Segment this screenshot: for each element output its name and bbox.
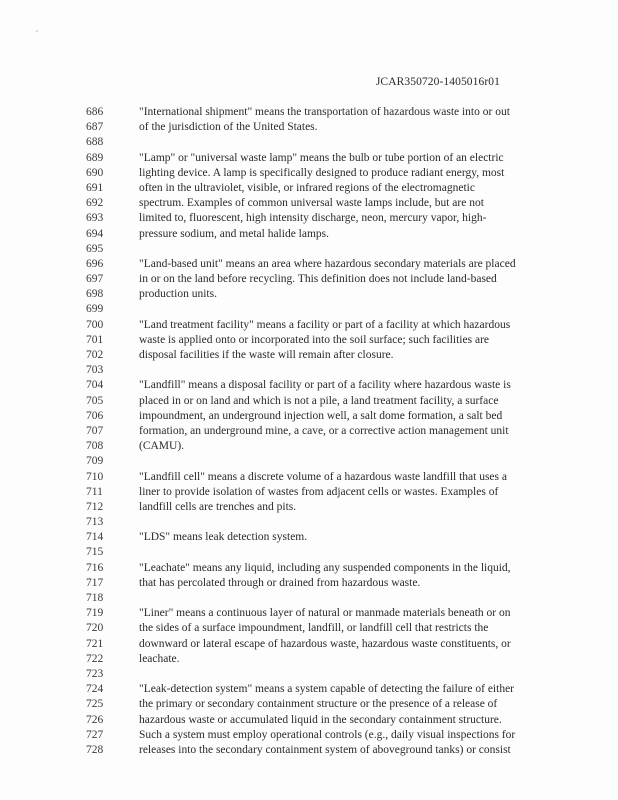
line-number: 710 (86, 470, 104, 483)
line-number: 688 (86, 136, 104, 149)
line-number: 720 (86, 622, 104, 635)
line-number: 728 (86, 743, 104, 756)
document-line (0, 196, 618, 211)
document-line (0, 621, 618, 636)
line-number: 707 (86, 424, 104, 437)
line-number: 687 (86, 121, 104, 134)
document-line (0, 378, 618, 393)
line-number: 697 (86, 273, 104, 286)
line-text: placed in or on land and which is not a pile, a land treatment facility, a surface (139, 394, 499, 407)
document-line (0, 166, 618, 181)
line-text: limited to, fluorescent, high intensity discharge, neon, mercury vapor, high- (139, 212, 487, 225)
line-number: 713 (86, 516, 104, 529)
document-line (0, 743, 618, 758)
line-text: landfill cells are trenches and pits. (139, 500, 297, 513)
document-id: JCAR350720-1405016r01 (375, 76, 500, 88)
line-number: 700 (86, 318, 104, 331)
line-number: 703 (86, 364, 104, 377)
document-line (0, 500, 618, 515)
document-line (0, 409, 618, 424)
scan-artifact (36, 30, 38, 32)
document-line (0, 454, 618, 469)
line-text: "International shipment" means the transportation of hazardous waste into or out (139, 106, 510, 118)
line-text: spectrum. Examples of common universal waste lamps include, but are not (139, 197, 484, 210)
line-number: 714 (86, 531, 104, 544)
document-line (0, 713, 618, 728)
line-text: releases into the secondary containment system of aboveground tanks) or consist (139, 743, 511, 756)
line-number: 715 (86, 546, 104, 559)
line-text: hazardous waste or accumulated liquid in the secondary containment structure. (139, 713, 502, 726)
line-number: 722 (86, 652, 104, 665)
document-line (0, 318, 618, 333)
line-text: Such a system must employ operational controls (e.g., daily visual inspections for (139, 728, 516, 741)
document-line (0, 363, 618, 378)
line-number: 694 (86, 227, 104, 240)
document-line (0, 576, 618, 591)
document-line (0, 272, 618, 287)
document-line (0, 667, 618, 682)
line-number: 706 (86, 409, 104, 422)
line-text: in or on the land before recycling. This definition does not include land-based (139, 273, 497, 286)
document-line (0, 105, 618, 120)
line-text: of the jurisdiction of the United States. (139, 121, 318, 134)
line-number: 711 (86, 485, 103, 498)
line-number: 691 (86, 181, 104, 194)
line-text: "Leachate" means any liquid, including any suspended components in the liquid, (139, 561, 511, 574)
document-line (0, 302, 618, 317)
document-line (0, 637, 618, 652)
line-number: 726 (86, 713, 104, 726)
line-number: 701 (86, 333, 104, 346)
line-text: waste is applied onto or incorporated into the soil surface; such facilities are (139, 333, 489, 346)
line-text: liner to provide isolation of wastes from adjacent cells or wastes. Examples of (139, 485, 499, 498)
line-text: "LDS" means leak detection system. (139, 531, 308, 544)
document-line (0, 439, 618, 454)
document-line (0, 348, 618, 363)
document-line (0, 211, 618, 226)
line-number: 695 (86, 242, 104, 255)
line-number: 698 (86, 288, 104, 301)
line-text: "Landfill cell" means a discrete volume of a hazardous waste landfill that uses a (139, 470, 507, 483)
document-line (0, 135, 618, 150)
line-number: 718 (86, 592, 104, 604)
document-line (0, 181, 618, 196)
document-line (0, 333, 618, 348)
line-text: impoundment, an underground injection well, a salt dome formation, a salt bed (139, 409, 503, 422)
line-number: 721 (86, 637, 104, 650)
line-number: 708 (86, 440, 104, 453)
document-line (0, 424, 618, 439)
line-text: (CAMU). (139, 440, 185, 453)
line-number: 723 (86, 667, 104, 680)
line-number: 709 (86, 455, 104, 468)
line-number: 696 (86, 257, 104, 270)
document-line (0, 257, 618, 272)
document-line (0, 227, 618, 242)
document-line (0, 120, 618, 135)
line-number: 692 (86, 197, 104, 210)
line-text: "Landfill" means a disposal facility or part of a facility where hazardous waste is (139, 379, 511, 392)
document-line (0, 606, 618, 621)
line-number: 702 (86, 349, 104, 361)
line-number: 693 (86, 212, 104, 225)
document-line (0, 682, 618, 697)
line-number: 719 (86, 607, 104, 620)
document-line (0, 485, 618, 500)
document-line (0, 470, 618, 485)
line-number: 705 (86, 394, 104, 407)
line-text: pressure sodium, and metal halide lamps. (139, 227, 330, 240)
line-text: the sides of a surface impoundment, landfill, or landfill cell that restricts the (139, 622, 489, 635)
document-line (0, 242, 618, 257)
line-number: 725 (86, 698, 104, 711)
document-line (0, 151, 618, 166)
document-line (0, 530, 618, 545)
document-line (0, 697, 618, 712)
line-number: 686 (86, 106, 104, 118)
line-number: 699 (86, 303, 104, 316)
line-text: the primary or secondary containment structure or the presence of a release of (139, 698, 498, 711)
line-number: 712 (86, 500, 104, 513)
line-number: 717 (86, 576, 104, 589)
line-text: production units. (139, 288, 217, 301)
document-line (0, 591, 618, 606)
document-line (0, 515, 618, 530)
line-number: 716 (86, 561, 104, 574)
numbered-lines (0, 105, 618, 758)
document-line (0, 545, 618, 560)
line-number: 724 (86, 683, 104, 696)
document-line (0, 394, 618, 409)
line-text: "Land treatment facility" means a facility or part of a facility at which hazardous (139, 318, 511, 331)
line-text: "Lamp" or "universal waste lamp" means the bulb or tube portion of an electric (139, 151, 504, 164)
line-number: 704 (86, 379, 104, 392)
line-text: "Liner" means a continuous layer of natural or manmade materials beneath or on (139, 607, 511, 620)
document-line (0, 728, 618, 743)
line-text: disposal facilities if the waste will remain after closure. (139, 349, 394, 361)
line-text: leachate. (139, 652, 180, 665)
line-text: "Land-based unit" means an area where hazardous secondary materials are placed (139, 257, 516, 270)
document-line (0, 561, 618, 576)
line-text: that has percolated through or drained from hazardous waste. (139, 576, 421, 589)
line-text: lighting device. A lamp is specifically designed to produce radiant energy, most (139, 166, 505, 179)
line-text: often in the ultraviolet, visible, or infrared regions of the electromagnetic (139, 181, 475, 194)
line-text: downward or lateral escape of hazardous waste, hazardous waste constituents, or (139, 637, 511, 650)
line-number: 690 (86, 166, 104, 179)
document-line (0, 287, 618, 302)
line-number: 727 (86, 728, 104, 741)
line-text: formation, an underground mine, a cave, or a corrective action management unit (139, 424, 509, 437)
document-line (0, 652, 618, 667)
line-number: 689 (86, 151, 104, 164)
line-text: "Leak-detection system" means a system capable of detecting the failure of either (139, 683, 515, 696)
